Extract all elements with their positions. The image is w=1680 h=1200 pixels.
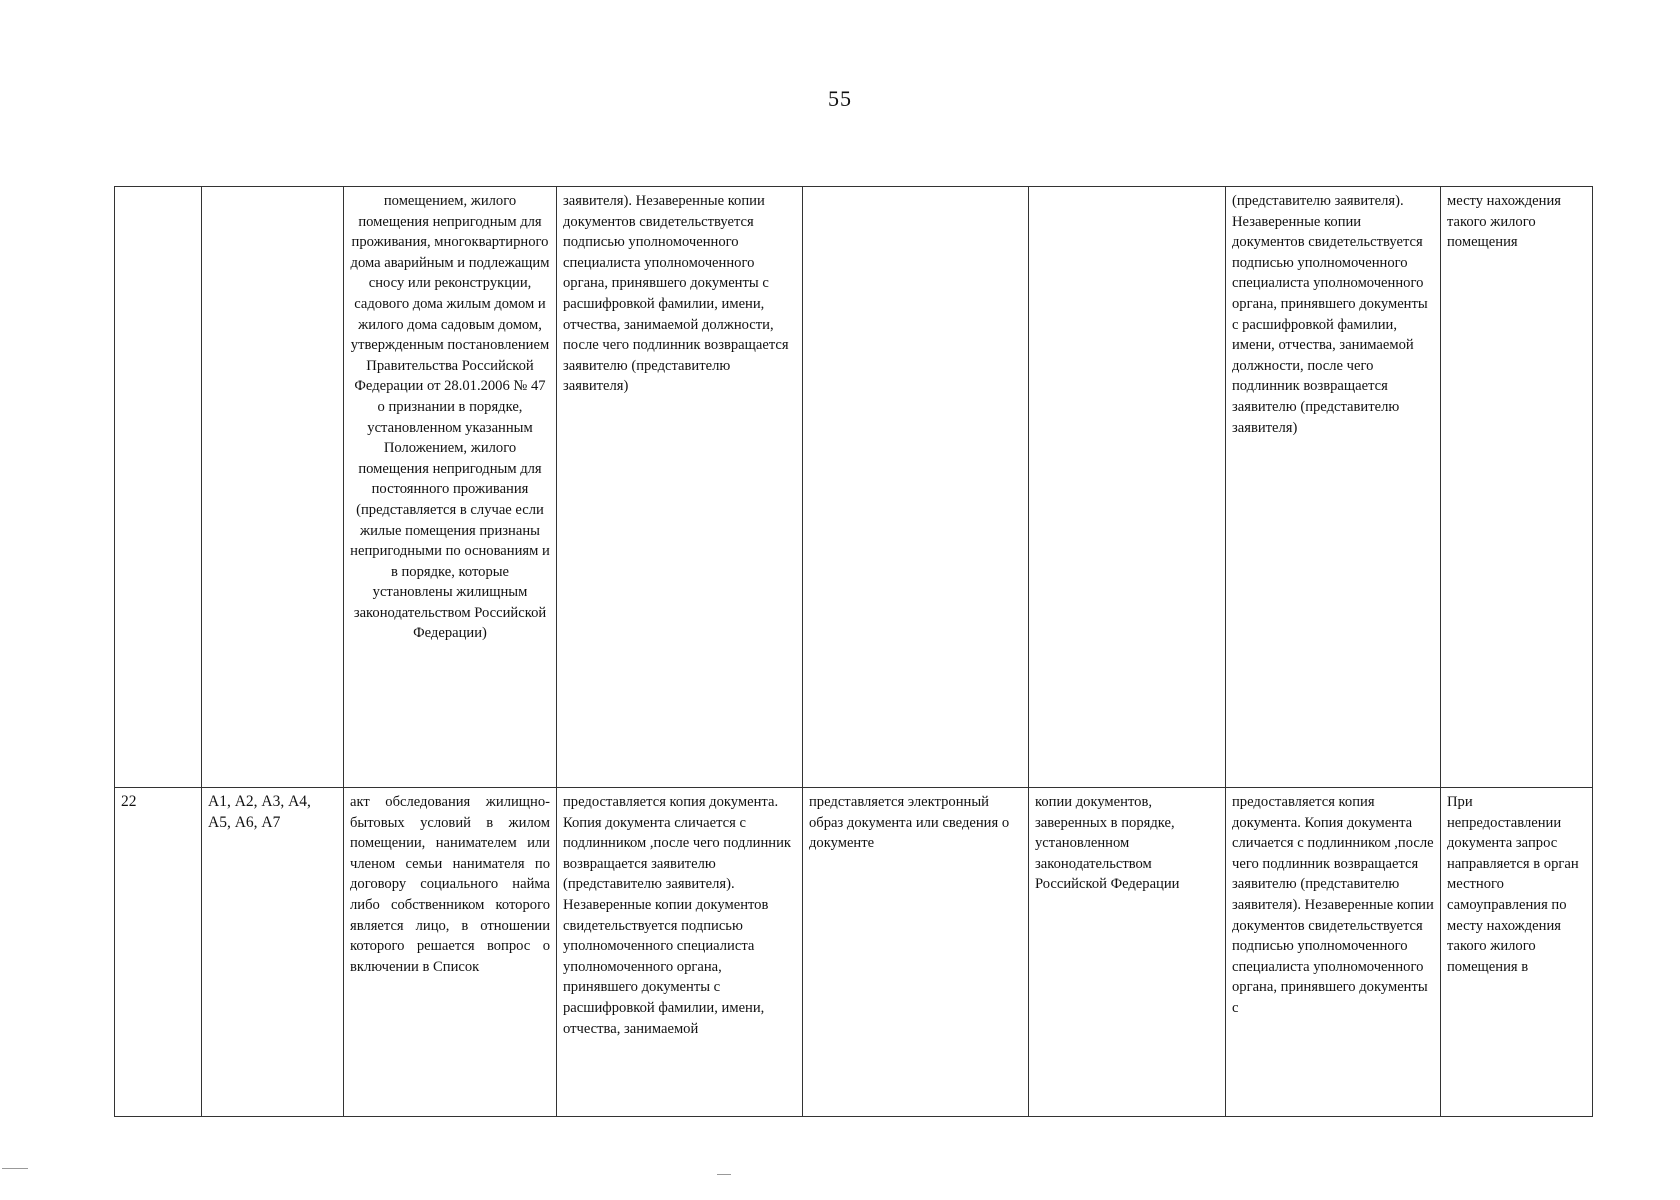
copy-requirements-cell: копии документов, заверенных в порядке, установленном законодательством Российской Федерации: [1029, 788, 1226, 1117]
table-row: [115, 788, 1593, 1117]
document-name-cell: помещением, жилого помещения непригодным для проживания, многоквартирного дома аварийным и подлежащим сносу или реконструкции, садового дома жилым домом и жилого дома садовым домом, утвержденным постановлением Правительства Российской Федерации от 28.01.2006 № 47 о признании в порядке, установленном указанным Положением, жилого помещения непригодным для постоянного проживания (представляется в случае если жилые помещения признаны непригодными по основаниям и в порядке, которые установлены жилищным законодательством Российской Федерации): [344, 187, 557, 788]
mfc-submission-cell: предоставляется копия документа. Копия документа сличается с подлинником ,после чего подлинник возвращается заявителю (представителю заявителя). Незаверенные копии документов свидетельствуется подписью уполномоченного специалиста уполномоченного органа, принявшего документы с: [1226, 788, 1441, 1117]
table-row: [115, 187, 1593, 788]
copy-requirements-cell: [1029, 187, 1226, 788]
submission-paper-cell: заявителя). Незаверенные копии документов свидетельствуется подписью уполномоченного специалиста уполномоченного органа, принявшего документы с расшифровкой фамилии, имени, отчества, занимаемой должности, после чего подлинник возвращается заявителю (представителю заявителя): [557, 187, 803, 788]
page-number: 55: [828, 86, 852, 111]
note-cell: месту нахождения такого жилого помещения: [1441, 187, 1593, 788]
document-name-cell: акт обследования жилищно-бытовых условий в жилом помещении, нанимателем или членом семьи нанимателя по договору социального найма либо собственником которого является лицо, в отношении которого решается вопрос о включении в Список: [344, 788, 557, 1117]
electronic-form-cell: представляется электронный образ документа или сведения о документе: [803, 788, 1029, 1117]
row-number-cell: [115, 187, 202, 788]
document-table: [114, 186, 1593, 1117]
category-cell: А1, А2, А3, А4, А5, А6, А7: [202, 788, 344, 1117]
submission-paper-cell: предоставляется копия документа. Копия документа сличается с подлинником ,после чего подлинник возвращается заявителю (представителю заявителя). Незаверенные копии документов свидетельствуется подписью уполномоченного специалиста уполномоченного органа, принявшего документы с расшифровкой фамилии, имени, отчества, занимаемой: [557, 788, 803, 1117]
scan-edge-mark: [2, 1168, 28, 1169]
note-cell: При непредоставлении документа запрос направляется в орган местного самоуправления по месту нахождения такого жилого помещения в: [1441, 788, 1593, 1117]
mfc-submission-cell: (представителю заявителя). Незаверенные копии документов свидетельствуется подписью уполномоченного специалиста уполномоченного органа, принявшего документы с расшифровкой фамилии, имени, отчества, занимаемой должности, после чего подлинник возвращается заявителю (представителю заявителя): [1226, 187, 1441, 788]
scan-edge-mark: [717, 1174, 731, 1175]
category-cell: [202, 187, 344, 788]
row-number-cell: 22: [115, 788, 202, 1117]
electronic-form-cell: [803, 187, 1029, 788]
